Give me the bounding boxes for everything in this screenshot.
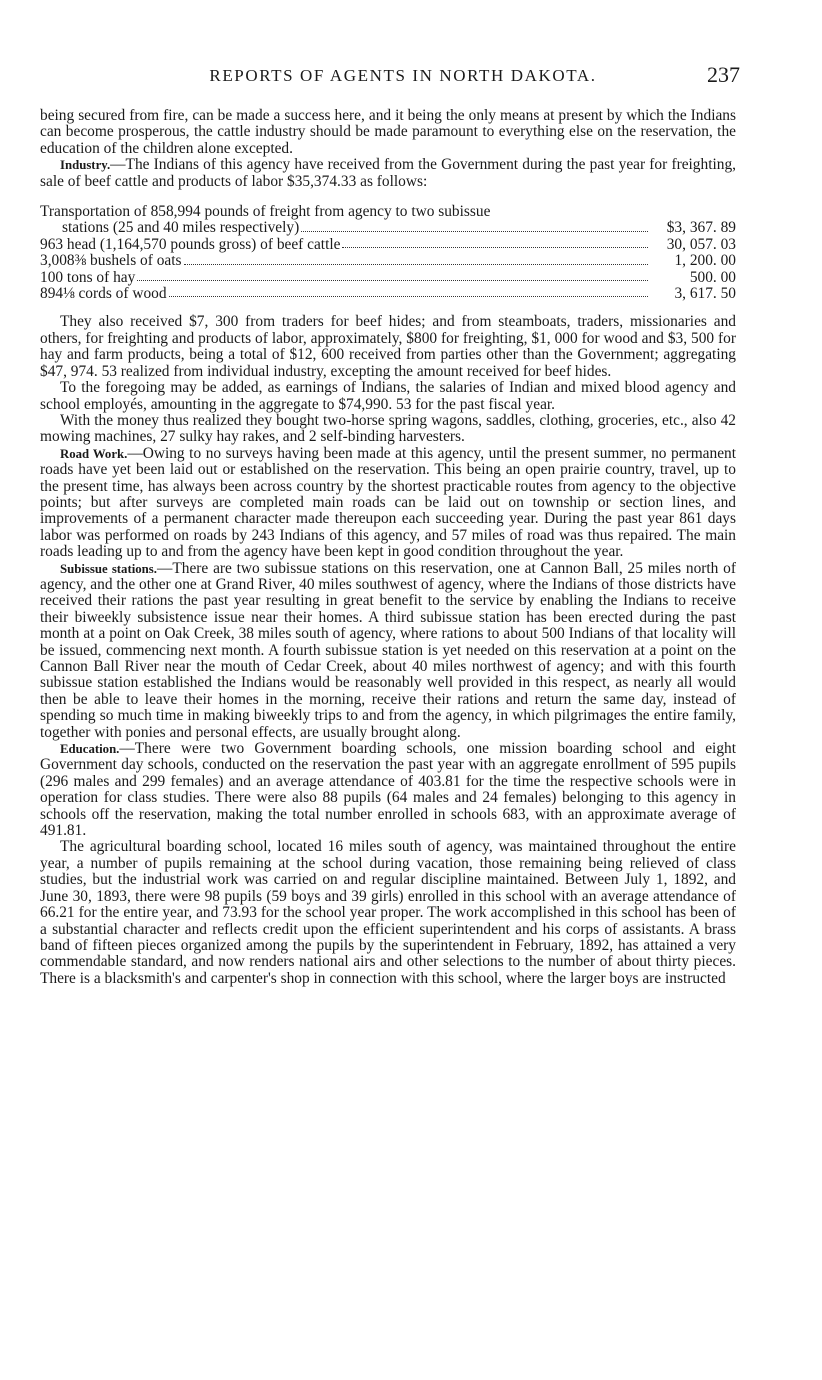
road-work-heading: Road Work. [60, 446, 128, 461]
dot-leader [169, 286, 648, 297]
subissue-text: —There are two subissue stations on this reservation, one at Cannon Ball, 25 miles north of agency, and the other one at Grand River, 40 miles southwest of agency, where the Indians of those districts have received their rations the past year resulting in great benefit to the service by enabling the Indians to receive their biweekly subsistence issue near their homes. A third subissue station has been erected during the past month at a point on Oak Creek, 38 miles south of agency, where rations to about 500 Indians of that locality will be issued, commencing next month. A fourth subissue station is yet needed on this reservation at a point on the Cannon Ball River near the mouth of Cedar Creek, about 40 miles northwest of agency; and with this fourth subissue station established the Indians would be reasonably well provided in this respect, as nearly all would then be able to leave their homes in the morning, receive their rations and return the same day, instead of spending so much time in making biweekly trips to and from the agency, in which pilgrimages the entire family, together with ponies and personal effects, are usually brought along. [40, 559, 736, 741]
earnings-item [40, 286, 736, 302]
earnings-item-amount: $3, 367. 89 [666, 219, 736, 237]
running-head: REPORTS OF AGENTS IN NORTH DAKOTA. [209, 66, 597, 85]
page-header [40, 62, 740, 98]
earnings-item [40, 253, 736, 269]
earnings-item [40, 270, 736, 286]
earnings-item-desc: 100 tons of hay [40, 268, 136, 286]
earnings-item-desc: 3,008⅜ bushels of oats [40, 252, 182, 270]
dot-leader [184, 253, 649, 264]
subissue-paragraph [40, 561, 736, 741]
earnings-item-desc: 963 head (1,164,570 pounds gross) of beef cattle [40, 235, 341, 253]
earnings-item-desc-line2: stations (25 and 40 miles respectively) [62, 219, 300, 237]
page-number: 237 [707, 62, 740, 87]
road-work-text: —Owing to no surveys having been made at this agency, until the present summer, no permanent roads have yet been laid out or established on the reservation. This being an open prairie country, travel, up to the present time, has always been across country by the shortest practicable routes from agency to the objective points; but after surveys are completed main roads can be laid out on township or section lines, and improvements of a permanent character made thereupon each succeeding year. During the past year 861 days labor was performed on roads by 243 Indians of this agency, and 57 miles of road was thus repaired. The main roads leading up to and from the agency have been kept in good condition throughout the year. [40, 444, 737, 561]
subissue-heading: Subissue stations. [60, 561, 157, 576]
agricultural-school-paragraph: The agricultural boarding school, located 16 miles south of agency, was maintained throughout the entire year, a number of pupils remaining at the school during vacation, those remaining being relieved of class studies, but the industrial work was carried on and regular discipline maintained. Between July 1, 1892, and June 30, 1893, there were 98 pupils (59 boys and 39 girls) enrolled in this school with an average attendance of 66.21 for the entire year, and 73.93 for the school year proper. The work accomplished in this school has been of a substantial character and reflects credit upon the efficient superintendent and his corps of assistants. A brass band of fifteen pieces organized among the pupils by the superintendent in February, 1892, has attained a very commendable standard, and now renders national airs and other selections to the number of about thirty pieces. There is a blacksmith's and carpenter's shop in connection with this school, where the larger boys are instructed [40, 838, 736, 987]
earnings-item [40, 237, 736, 253]
education-heading: Education. [60, 742, 120, 757]
education-paragraph [40, 741, 736, 839]
dot-leader [301, 220, 648, 231]
industry-paragraph [40, 157, 736, 190]
earnings-item [40, 204, 736, 237]
paragraph-traders: They also received $7, 300 from traders for beef hides; and from steamboats, traders, missionaries and others, for freighting and products of labor, approximately, $800 for freighting, $1, 000 for wood and $3, 500 for hay and farm products, being a total of $12, 600 received from parties other than the Government; aggregating $47, 974. 53 realized from individual industry, excepting the amount received for beef hides. [40, 313, 736, 380]
earnings-item-desc-line1: Transportation of 858,994 pounds of freight from agency to two subissue [40, 203, 491, 221]
road-work-paragraph [40, 446, 736, 561]
earnings-item-amount: 500. 00 [689, 268, 736, 286]
paragraph-salaries: To the foregoing may be added, as earnings of Indians, the salaries of Indian and mixed blood agency and school employés, amounting in the aggregate to $74,990. 53 for the past fiscal year. [40, 379, 736, 413]
paragraph-purchases: With the money thus realized they bought two-horse spring wagons, saddles, clothing, groceries, etc., also 42 mowing machines, 27 sulky hay rakes, and 2 self-binding harvesters. [40, 411, 736, 446]
earnings-item-amount: 3, 617. 50 [674, 285, 736, 303]
industry-text: —The Indians of this agency have received from the Government during the past year for freighting, sale of beef cattle and products of labor $35,374.33 as follows: [40, 156, 736, 190]
dot-leader [137, 270, 648, 281]
earnings-item-desc: 894⅛ cords of wood [40, 285, 167, 303]
document-body [40, 108, 736, 987]
earnings-list [40, 204, 736, 302]
industry-heading: Industry. [60, 158, 111, 173]
earnings-item-amount: 1, 200. 00 [674, 252, 736, 270]
intro-paragraph: being secured from fire, can be made a success here, and it being the only means at present by which the Indians can become prosperous, the cattle industry should be made paramount to everything else on the reservation, the education of the children alone excepted. [40, 107, 736, 157]
dot-leader [342, 237, 648, 248]
earnings-item-amount: 30, 057. 03 [666, 235, 736, 253]
education-text: —There were two Government boarding schools, one mission boarding school and eight Government day schools, conducted on the reservation the past year with an aggregate enrollment of 595 pupils (296 males and 299 females) and an average attendance of 403.81 for the time the respective schools were in operation for class studies. There were also 88 pupils (64 males and 24 females) belonging to this agency in schools off the reservation, making the total number enrolled in schools 683, with an approximate average of 491.81. [40, 740, 736, 840]
